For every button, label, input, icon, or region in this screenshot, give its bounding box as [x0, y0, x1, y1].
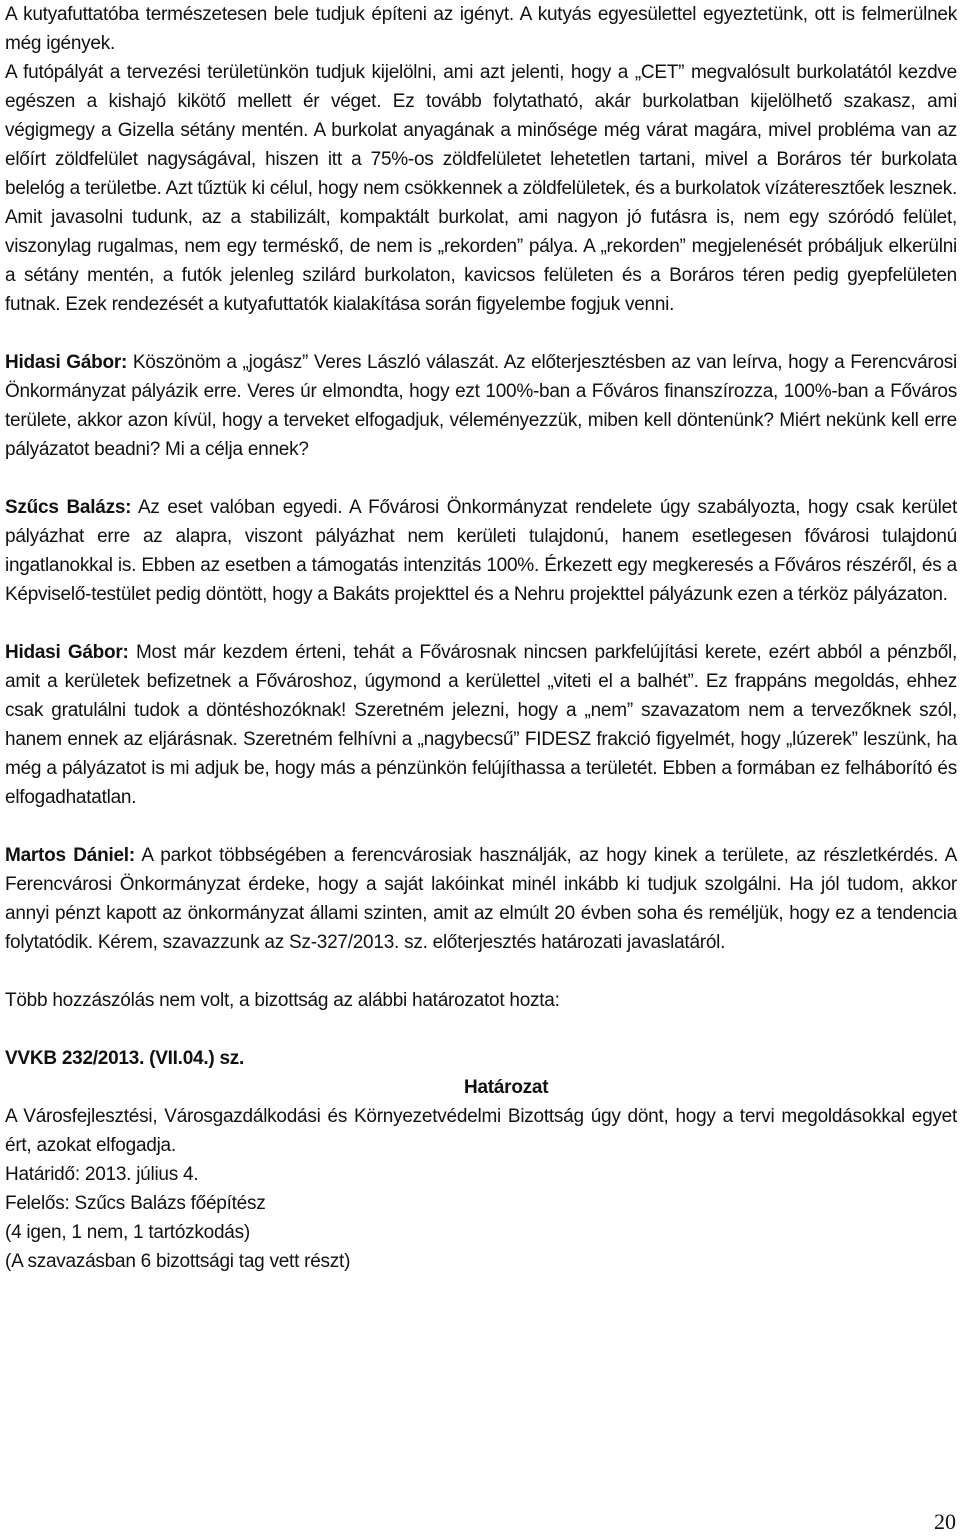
document-body [5, 0, 957, 1276]
spacer [5, 812, 957, 841]
speaker-text: Most már kezdem érteni, tehát a Fővárosnak nincsen parkfelújítási kerete, ezért abból a pénzből, amit a kerületek befizetnek a Fővároshoz, úgymond a kerülettel „viteti el a balhét”. Ez frappáns megoldás, ehhez csak gratulálni tudok a döntéshozóknak! Szeretném jelezni, hogy a „nem” szavazatom nem a tervezőknek szól, hanem ennek az eljárásnak. Szeretném felhívni a „nagybecsű” FIDESZ frakció figyelmét, hogy „lúzerek” leszünk, ha még a pályázatot is mi adjuk be, hogy más a pénzünkön felújíthassa a területét. Ebben a formában ez felháborító és elfogadhatatlan. [5, 642, 958, 808]
paragraph-martos [5, 841, 957, 957]
resolution-responsible: Felelős: Szűcs Balázs főépítész [5, 1193, 266, 1214]
speaker-text: A parkot többségében a ferencvárosiak használják, az hogy kinek a területe, az részletkérdés. A Ferencvárosi Önkormányzat érdeke, hogy a saját lakóinkat minél inkább ki tudjuk szolgálni. Ha jól tudom, akkor annyi pénzt kapott az önkormányzat állami szinten, amit az elmúlt 20 évben soha és reméljük, hogy ez a tendencia folytatódik. Kérem, szavazzunk az Sz-327/2013. sz. előterjesztés határozati javaslatáról. [5, 845, 957, 953]
paragraph-kutyafuttato: A kutyafuttatóba természetesen bele tudjuk építeni az igényt. A kutyás egyesülettel egyeztetünk, ott is felmerülnek még igények. [5, 4, 957, 54]
spacer [5, 957, 957, 986]
speaker-text: Az eset valóban egyedi. A Fővárosi Önkormányzat rendelete úgy szabályozta, hogy csak kerület pályázhat erre az alapra, viszont pályázhat nem kerületi tulajdonú, hanem esetlegesen fővárosi tulajdonú ingatlanokkal is. Ebben az esetben a támogatás intenzitás 100%. Érkezett egy megkeresés a Főváros részéről, és a Képviselő-testület pedig döntött, hogy a Bakáts projekttel és a Nehru projekttel pályázunk ezen a térköz pályázaton. [5, 497, 957, 605]
paragraph-hidasi-1 [5, 348, 957, 464]
page-number: 20 [934, 1509, 956, 1534]
speaker-text: Köszönöm a „jogász” Veres László válaszát. Az előterjesztésben az van leírva, hogy a Ferencvárosi Önkormányzat pályázik erre. Veres úr elmondta, hogy ezt 100%-ban a Főváros finanszírozza, 100%-ban a Főváros területe, akkor azon kívül, hogy a terveket elfogadjuk, véleményezzük, miben kell döntenünk? Miért nekünk kell erre pályázatot beadni? Mi a célja ennek? [5, 352, 958, 460]
paragraph-hidasi-2 [5, 638, 957, 812]
paragraph-szucs [5, 493, 957, 609]
spacer [5, 319, 957, 348]
speaker-name: Martos Dániel: [5, 845, 135, 866]
spacer [5, 1015, 957, 1044]
speaker-name: Hidasi Gábor: [5, 352, 128, 373]
resolution-deadline: Határidő: 2013. július 4. [5, 1164, 199, 1185]
spacer [5, 609, 957, 638]
paragraph-futopalya: A futópályát a tervezési területünkön tudjuk kijelölni, ami azt jelenti, hogy a „CET” megvalósult burkolatától kezdve egészen a kishajó kikötő mellett ér véget. Ez tovább folytatható, akár burkolatban kijelölhető szakasz, ami végigmegy a Gizella sétány mentén. A burkolat anyagának a minősége még várat magára, mivel probléma van az előírt zöldfelület nagyságával, hiszen itt a 75%-os zöldfelületet lehetetlen tartani, mivel a Boráros tér burkolata belelóg a területbe. Azt tűztük ki célul, hogy nem csökkennek a zöldfelületek, és a burkolatok vízáteresztőek lesznek. Amit javasolni tudunk, az a stabilizált, kompaktált burkolat, ami nagyon jó futásra is, nem egy szóródó felület, viszonylag rugalmas, nem egy terméskő, de nem is „rekorden” pálya. A „rekorden” megjelenését próbáljuk elkerülni a sétány mentén, a futók jelenleg szilárd burkolaton, kavicsos felületen és a Boráros téren pedig gyepfelületen futnak. Ezek rendezését a kutyafuttatók kialakítása során figyelembe fogjuk venni. [5, 62, 957, 315]
resolution-text: A Városfejlesztési, Városgazdálkodási és Környezetvédelmi Bizottság úgy dönt, hogy a tervi megoldásokkal egyet ért, azokat elfogadja. [5, 1106, 957, 1156]
resolution-participants: (A szavazásban 6 bizottsági tag vett részt) [5, 1251, 351, 1272]
paragraph-summary: Több hozzászólás nem volt, a bizottság az alábbi határozatot hozta: [5, 990, 560, 1011]
spacer [5, 464, 957, 493]
speaker-name: Szűcs Balázs: [5, 497, 132, 518]
resolution-title: Határozat [464, 1077, 549, 1098]
resolution-number: VVKB 232/2013. (VII.04.) sz. [5, 1048, 245, 1069]
resolution-vote: (4 igen, 1 nem, 1 tartózkodás) [5, 1222, 250, 1243]
speaker-name: Hidasi Gábor: [5, 642, 129, 663]
